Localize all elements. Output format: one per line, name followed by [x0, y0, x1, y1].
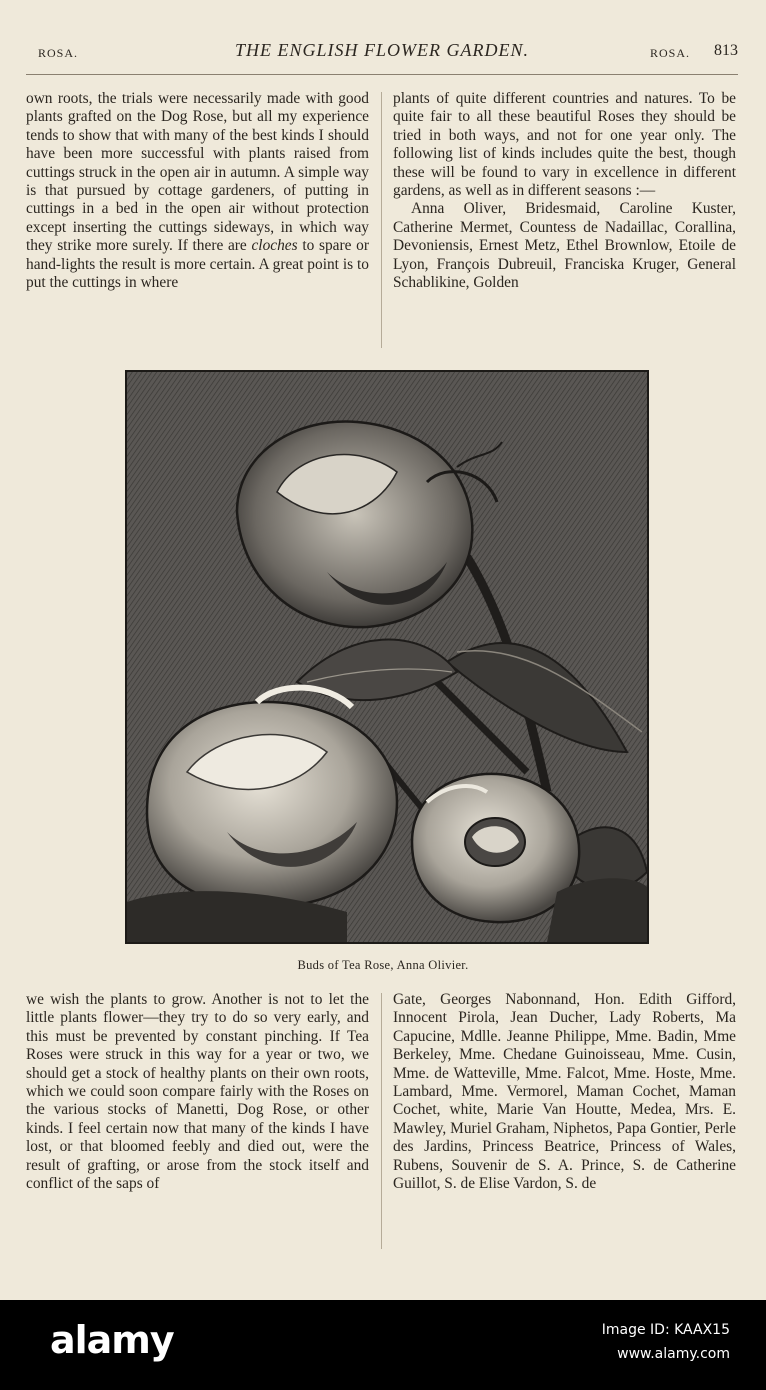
italic-word: cloches: [251, 237, 298, 255]
image-id-label: Image ID: KAAX15: [601, 1322, 730, 1338]
rose-engraving-icon: [127, 372, 647, 942]
rose-list-text: Gate, Georges Nabonnand, Hon. Edith Gifford, Innocent Pirola, Jean Ducher, Lady Roberts, Ma Capucine, Mdlle. Jeanne Philippe, Mme. Badin, Mme Berkeley, Mme. Chedane Guinoisseau, Mme. Cusin, Mme. de Watteville, Mme. Falcot, Mme. Hoste, Mme. Lambard, Mme. Vermorel, Maman Cochet, Maman Cochet, white, Marie Van Houtte, Medea, Mrs. E. Mawley, Muriel Graham, Niphetos, Papa Gontier, Perle des Jardins, Princess Beatrice, Princess of Wales, Rubens, Souvenir de S. A. Prince, S. de Catherine Guillot, S. de Elise Vardon, S. de: [393, 991, 736, 1193]
page-number: 813: [714, 42, 738, 59]
header-section-left: ROSA.: [38, 46, 79, 60]
column-divider: [381, 993, 382, 1249]
site-url-label: www.alamy.com: [617, 1346, 730, 1362]
header-rule: [26, 74, 738, 75]
column-divider: [381, 92, 382, 348]
paragraph-text-end: to spare or hand-lights the result is more certain. A great point is to put the cuttings in where: [26, 237, 369, 292]
text-column-top-left: [26, 90, 369, 292]
paragraph-text: own roots, the trials were necessarily made with good plants grafted on the Dog Rose, but all my experience tends to show that with many of the best kinds I should have been more successful with plants raised from cuttings struck in the open air in autumn. A simple way is that pursued by cottage gardeners, of putting in cuttings in a bed in the open air without protection except inserting the cuttings sideways, in which way they strike more surely. If there are: [26, 90, 369, 255]
header-title: THE ENGLISH FLOWER GARDEN.: [235, 40, 529, 60]
rose-illustration: [125, 370, 649, 944]
paragraph-text: plants of quite different countries and natures. To be quite fair to all these beautiful Roses they should be tried in both ways, and not for one year only. The following list of kinds includes quite the best, though these will be found to vary in excellence in different gardens, as well as in different seasons :—: [393, 90, 736, 200]
header-section-right: ROSA.: [649, 46, 690, 60]
paragraph-text: we wish the plants to grow. Another is not to let the little plants flower—they try to do so very early, and this must be prevented by constant pinching. If Tea Roses were struck in this way for a year or two, we should get a stock of healthy plants on their own roots, which we could soon compare fairly with the Roses on the various stocks of Manetti, Dog Rose, or other kinds. I feel certain now that many of the kinds I have lost, or that bloomed feebly and died out, were the result of grafting, or arose from the stock itself and conflict of the saps of: [26, 991, 369, 1193]
rose-list-text: Anna Oliver, Bridesmaid, Caroline Kuster, Catherine Mermet, Countess de Nadaillac, Corallina, Devoniensis, Ernest Metz, Ethel Brownlow, Etoile de Lyon, François Dubreuil, Franciska Kruger, General Schablikine, Golden: [393, 200, 736, 292]
text-column-top-right: [393, 90, 736, 292]
text-column-bottom-left: [26, 991, 369, 1193]
figure-caption: Buds of Tea Rose, Anna Olivier.: [297, 958, 469, 972]
running-header: [26, 38, 738, 68]
alamy-logo: alamy: [50, 1318, 174, 1362]
text-column-bottom-right: [393, 991, 736, 1193]
stock-footer-bar: [0, 1300, 766, 1390]
